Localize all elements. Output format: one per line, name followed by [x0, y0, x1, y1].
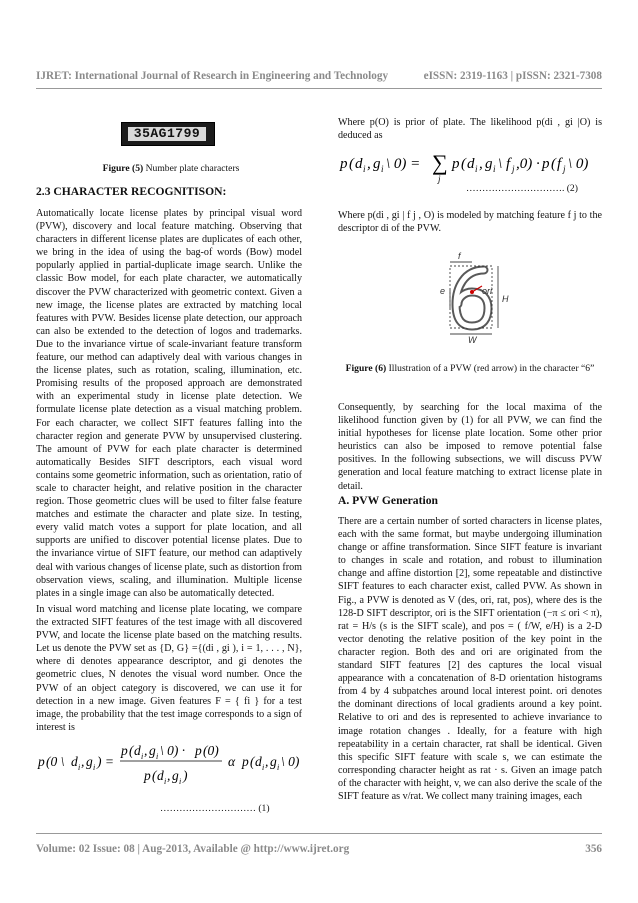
footer-volume: Volume: 02 Issue: 08 | Aug-2013, Available @ http://www.ijret.org: [36, 843, 350, 855]
fig6-label-H: H: [502, 294, 509, 304]
svg-text:d: d: [71, 754, 78, 769]
right-para2: Where p(di , gi | f j , O) is modeled by matching feature f j to the descriptor di of the PVW.: [338, 210, 602, 235]
svg-text:(: (: [551, 156, 556, 172]
svg-text:i: i: [78, 763, 81, 772]
svg-text:) =: ) =: [97, 754, 114, 769]
svg-text:j: j: [438, 174, 441, 184]
issn: eISSN: 2319-1163 | pISSN: 2321-7308: [423, 70, 602, 82]
page-number: 356: [585, 843, 602, 855]
svg-text:p: p: [340, 156, 348, 172]
svg-text:p: p: [542, 156, 550, 172]
svg-text:d: d: [355, 156, 363, 172]
svg-text:p: p: [195, 743, 202, 758]
svg-text:p: p: [242, 754, 249, 769]
svg-text:f: f: [506, 156, 511, 172]
equation-2-number: …………………………. (2): [466, 183, 578, 194]
svg-text:(0 \: (0 \: [46, 754, 65, 769]
svg-text:p: p: [452, 156, 460, 172]
svg-text:i: i: [493, 164, 496, 174]
footer-rule: [36, 833, 602, 834]
svg-text:i: i: [93, 763, 96, 772]
fig6-label-f: f: [458, 251, 461, 261]
svg-text:,: ,: [144, 743, 148, 758]
svg-text:,: ,: [167, 768, 171, 783]
svg-text:\: \: [498, 156, 503, 172]
svg-text:i: i: [164, 777, 167, 786]
svg-text:i: i: [179, 777, 182, 786]
section-2-3-para1: Automatically locate license plates by principal visual word (PVW), discovery and local feature matching. Observing that characters in different license plates are duplicates of each other, we bring in the idea of using the bag-of words (Bow) model popularly applied in partial-duplicate image search. Unlike the classic Bow model, for each plate character, we automatically discover the PVW characterized with geometric context. Given a new image, the license plates are extracted by matching local features with PVW. Besides license plate detection, our approach can also be extended to the detection of logos and trademarks. Due to the invariance virtue of scale-invariant feature transform feature, our method can adaptively deal with various changes in the license plates, such as rotation, scaling, illumination, etc. Promising results of the proposed approach are demonstrated with an experimental study in license plate detection. We formulate license plate detection as a visual matching problem. For each character, we collect SIFT features falling into the character region and generate PVW by unsupervised clustering. The amount of PVW for each plate character is determined automatically Besides SIFT descriptors, each visual word contains some geometric information, such as orientation, ratio of scale to character height, and relative position in the character region. Those geometric clues will be used to filter false feature matches and estimate the character and plate size. In testing, every valid match votes a support for plate location, and all supports are unified to discover potential license plates. Due to the invariance virtue of SIFT feature, our method can adaptively deal with various changes of license plate, such as distortion from observation views, scaling, and illumination. Multiple license plates in a single image can also be automatically detected.: [36, 208, 303, 599]
equation-1-number: ………………………… (1): [160, 803, 270, 814]
svg-text:i: i: [381, 164, 384, 174]
figure6-caption: [338, 363, 602, 374]
page-footer: [36, 843, 602, 855]
svg-text:(: (: [129, 743, 134, 758]
equation-1: [36, 732, 306, 794]
svg-text:\ 0): \ 0): [281, 754, 300, 769]
svg-text:\ 0) ·: \ 0) ·: [160, 743, 186, 758]
svg-text:,0) ·: ,0) ·: [516, 156, 540, 172]
header-rule: [36, 88, 602, 89]
svg-text:g: g: [270, 754, 277, 769]
svg-text:j: j: [563, 164, 566, 174]
section-heading-2-3: 2.3 CHARACTER RECOGNITISON:: [36, 185, 227, 198]
svg-text:d: d: [255, 754, 262, 769]
svg-text:i: i: [262, 763, 265, 772]
page-header: [36, 70, 602, 82]
svg-text:g: g: [373, 156, 381, 172]
svg-text:,: ,: [265, 754, 269, 769]
svg-text:α: α: [228, 754, 236, 769]
section-2-3-para2: In visual word matching and license plate locating, we compare the extracted SIFT features of the test image with all discovered PVW, and locate the license plate based on the matching results. Let us denote the PVW set as {D, G} ={(di , gi ), i = 1, . . . , N}, where di denotes appearance descriptor, and gi denotes the geometric clues, N denotes the visual word number. Once the PVW of an object category is discovered, we can use it for detection in a new image. Given features F = { fi } for a test image, the probability that the test image corresponds to a sign of interest is: [36, 604, 302, 733]
right-para3: Consequently, by searching for the local maxima of the likelihood function given by (1) for all PVW, we can find the initial hypotheses for license plate location. Some other prior heuristics can also be imposed to remove potential false positives. In the following subsections, we will discuss PVW generation and local feature matching to extract license plate in detail.: [338, 402, 602, 492]
svg-text:,: ,: [81, 754, 85, 769]
svg-text:): ): [183, 768, 188, 783]
svg-text:,: ,: [367, 156, 371, 172]
svg-text:g: g: [172, 768, 179, 783]
figure6-pvw-illustration: [428, 248, 520, 344]
svg-text:\ 0) =: \ 0) =: [386, 156, 421, 172]
journal-title: IJRET: International Journal of Research in Engineering and Technology: [36, 70, 389, 82]
svg-text:i: i: [277, 763, 280, 772]
svg-text:i: i: [475, 164, 478, 174]
fig6-label-e: e: [440, 286, 446, 296]
right-para1: Where p(O) is prior of plate. The likelihood p(di , gi |O) is deduced as: [338, 117, 602, 142]
svg-text:p: p: [121, 743, 128, 758]
svg-text:p: p: [38, 754, 45, 769]
svg-text:j: j: [512, 164, 515, 174]
svg-text:(: (: [349, 156, 354, 172]
plate-characters: 35AG1799: [128, 127, 206, 141]
section-heading-a: A. PVW Generation: [338, 494, 438, 507]
svg-text:i: i: [363, 164, 366, 174]
figure5-caption: [36, 163, 306, 174]
svg-text:\ 0): \ 0): [568, 156, 589, 172]
figure6-text: Illustration of a PVW (red arrow) in the character “6”: [386, 363, 595, 374]
svg-text:f: f: [557, 156, 562, 172]
svg-text:d: d: [467, 156, 475, 172]
figure5-text: Number plate characters: [143, 163, 240, 174]
svg-text:p: p: [144, 768, 151, 783]
svg-text:g: g: [149, 743, 156, 758]
svg-text:(0): (0): [203, 743, 219, 758]
fig6-label-W: W: [468, 335, 477, 344]
svg-text:i: i: [141, 752, 144, 761]
svg-text:i: i: [156, 752, 159, 761]
number-plate-image: [121, 122, 215, 146]
svg-text:(: (: [250, 754, 255, 769]
fig6-label-ori: ori: [482, 286, 493, 296]
figure5-label: Figure (5): [102, 163, 144, 174]
svg-text:(: (: [152, 768, 157, 783]
svg-text:∑: ∑: [432, 150, 448, 175]
svg-text:d: d: [134, 743, 141, 758]
svg-text:,: ,: [479, 156, 483, 172]
svg-text:d: d: [157, 768, 164, 783]
svg-text:(: (: [461, 156, 466, 172]
svg-text:g: g: [86, 754, 93, 769]
figure6-label: Figure (6): [345, 363, 387, 374]
right-para4: There are a certain number of sorted characters in license plates, each with the same format, but maybe undergoing illumination change or affine transformation. Since SIFT feature is invariant to changes in scale and rotation, and robust to illumination change and affine distortion [2], some repeatable and distinctive SIFT features to each character exist, called PVW. As shown in Fig., a PVW is denoted as V (des, ori, rat, pos), where des is the 128-D SIFT descriptor, ori is the SIFT orientation (−π ≤ ori < π), rat = H/s (s is the SIFT scale), and pos = ( f/W, e/H) is a 2-D vector denoting the relative position of the key point in the character region. Both des and ori are originated from the standard SIFT features [2] des captures the local visual appearance with a concatenation of 8-D orientation histograms from 4 by 4 subpatches around local interest point. ori denotes the dominant directions of local gradients around a key point. Relative to ori and des is represented to achieve invariance to image rotation changes . Ideally, for a feature with high repeatability in a certain character, rat shall be identical. Given this specific SIFT feature with scale s, we can estimate the corresponding character height as rat · s. Given an image patch of the character with height, v, we can also derive the scale of the SIFT feature as v/rat. We collect many training images, each: [338, 516, 602, 802]
svg-text:g: g: [485, 156, 493, 172]
